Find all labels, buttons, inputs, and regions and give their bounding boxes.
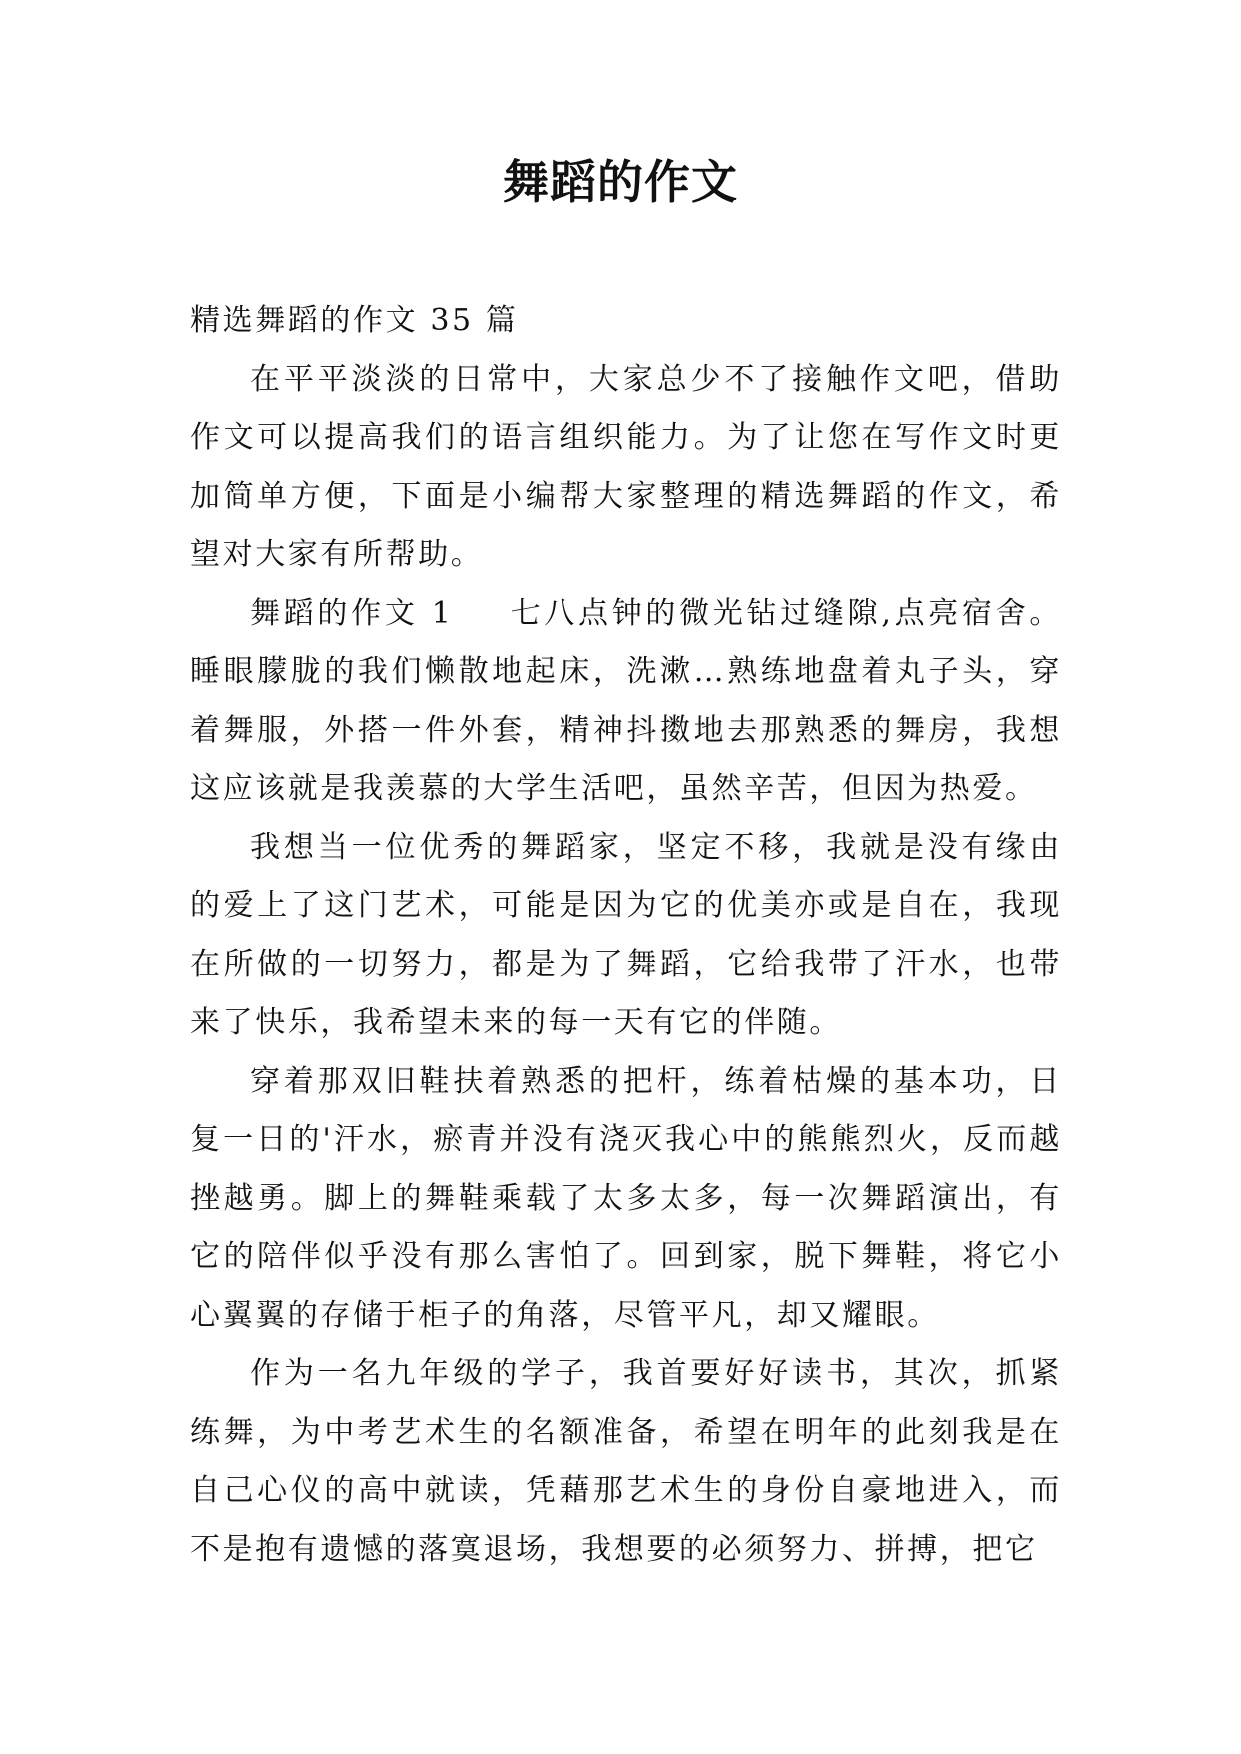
- essay-paragraph-4: 作为一名九年级的学子，我首要好好读书，其次，抓紧练舞，为中考艺术生的名额准备，希望在明年的此刻我是在自己心仪的高中就读，凭藉那艺术生的身份自豪地进入，而不是抱有遗憾的落寞退场，我想要的必须努力、拼搏，把它: [190, 1356, 1062, 1567]
- intro-paragraph: 在平平淡淡的日常中，大家总少不了接触作文吧，借助作文可以提高我们的语言组织能力。为了让您在写作文时更加简单方便，下面是小编帮大家整理的精选舞蹈的作文，希望对大家有所帮助。: [190, 361, 1062, 572]
- essay-paragraph-1: [190, 585, 1062, 819]
- essay-paragraph-3: 穿着那双旧鞋扶着熟悉的把杆，练着枯燥的基本功，日复一日的'汗水，瘀青并没有浇灭我心中的熊熊烈火，反而越挫越勇。脚上的舞鞋乘载了太多太多，每一次舞蹈演出，有它的陪伴似乎没有那么害怕了。回到家，脱下舞鞋，将它小心翼翼的存储于柜子的角落，尽管平凡，却又耀眼。: [190, 1063, 1062, 1333]
- essay-heading: 舞蹈的作文 1: [250, 595, 454, 631]
- paragraph-text: 七八点钟的微光钻过缝隙,点亮宿舍。睡眼朦胧的我们懒散地起床，洗漱…熟练地盘着丸子头，穿着舞服，外搭一件外套，精神抖擞地去那熟悉的舞房，我想这应该就是我羡慕的大学生活吧，虽然辛苦，但因为热爱。: [190, 595, 1062, 806]
- essay-paragraph-2: 我想当一位优秀的舞蹈家，坚定不移，我就是没有缘由的爱上了这门艺术，可能是因为它的优美亦或是自在，我现在所做的一切努力，都是为了舞蹈，它给我带了汗水，也带来了快乐，我希望未来的每一天有它的伴随。: [190, 829, 1062, 1040]
- subtitle: 精选舞蹈的作文 35 篇: [190, 303, 519, 338]
- document-title: 舞蹈的作文: [503, 155, 738, 209]
- document-body: [190, 292, 1062, 1579]
